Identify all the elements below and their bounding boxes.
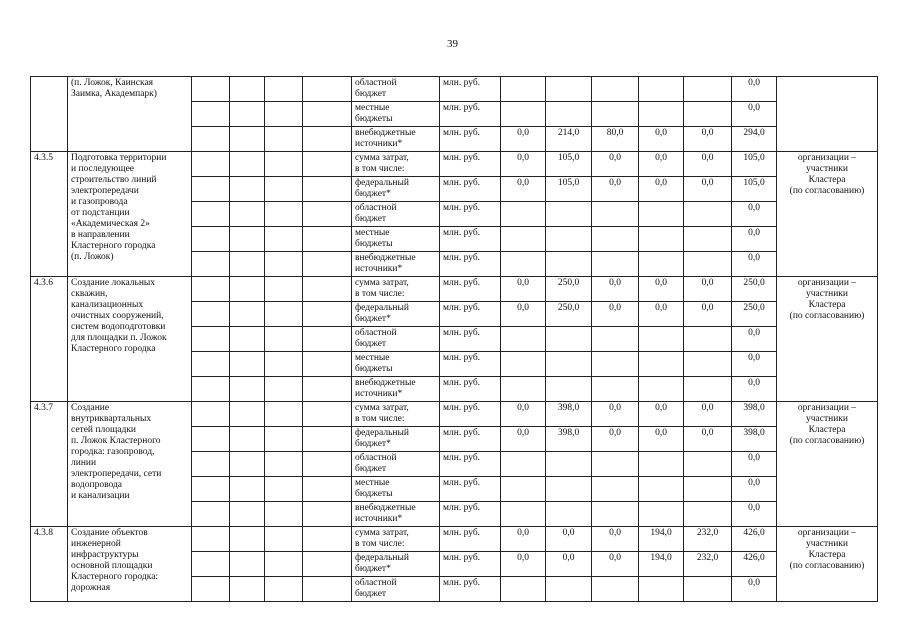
item-code bbox=[31, 77, 68, 152]
funding-source: сумма затрат, в том числе: bbox=[352, 152, 440, 177]
year-value: 0,0 bbox=[639, 402, 684, 427]
year-value bbox=[501, 577, 546, 602]
year-value bbox=[639, 327, 684, 352]
total-value: 398,0 bbox=[732, 402, 777, 427]
year-value bbox=[592, 377, 639, 402]
year-value: 0,0 bbox=[684, 427, 732, 452]
year-value: 0,0 bbox=[639, 427, 684, 452]
total-value: 0,0 bbox=[732, 502, 777, 527]
empty-cell bbox=[265, 552, 303, 577]
year-value: 0,0 bbox=[684, 152, 732, 177]
table-row bbox=[31, 402, 878, 427]
empty-cell bbox=[230, 252, 265, 277]
year-value bbox=[501, 452, 546, 477]
table-row bbox=[31, 277, 878, 302]
total-value: 398,0 bbox=[732, 427, 777, 452]
page-number: 39 bbox=[447, 38, 458, 50]
year-value bbox=[639, 227, 684, 252]
year-value: 0,0 bbox=[639, 152, 684, 177]
unit: млн. руб. bbox=[440, 102, 501, 127]
year-value: 250,0 bbox=[546, 277, 592, 302]
total-value: 0,0 bbox=[732, 377, 777, 402]
unit: млн. руб. bbox=[440, 452, 501, 477]
year-value bbox=[684, 352, 732, 377]
year-value bbox=[639, 577, 684, 602]
empty-cell bbox=[192, 452, 230, 477]
year-value bbox=[684, 477, 732, 502]
year-value bbox=[592, 352, 639, 377]
year-value bbox=[501, 252, 546, 277]
year-value bbox=[501, 77, 546, 102]
empty-cell bbox=[192, 527, 230, 552]
year-value: 0,0 bbox=[501, 527, 546, 552]
unit: млн. руб. bbox=[440, 477, 501, 502]
item-name: Подготовка территории и последующее строительство линий электропередачи и газопровода от подстанции «Академическая 2» в направлении Кластерного городка (п. Ложок) bbox=[68, 152, 192, 277]
year-value: 0,0 bbox=[684, 402, 732, 427]
empty-cell bbox=[192, 402, 230, 427]
year-value: 0,0 bbox=[639, 127, 684, 152]
year-value: 0,0 bbox=[684, 177, 732, 202]
executor: организации – участники Кластера (по согласованию) bbox=[777, 152, 878, 277]
unit: млн. руб. bbox=[440, 202, 501, 227]
year-value bbox=[592, 202, 639, 227]
total-value: 0,0 bbox=[732, 327, 777, 352]
empty-cell bbox=[230, 452, 265, 477]
empty-cell bbox=[230, 127, 265, 152]
unit: млн. руб. bbox=[440, 252, 501, 277]
empty-cell bbox=[265, 227, 303, 252]
funding-source: областной бюджет bbox=[352, 202, 440, 227]
year-value: 0,0 bbox=[501, 177, 546, 202]
year-value bbox=[501, 102, 546, 127]
item-name: Создание локальных скважин, канализационных очистных сооружений, систем водоподготовки для площадки п. Ложок Кластерного городка bbox=[68, 277, 192, 402]
year-value: 0,0 bbox=[546, 552, 592, 577]
year-value: 0,0 bbox=[592, 177, 639, 202]
empty-cell bbox=[230, 427, 265, 452]
year-value bbox=[639, 477, 684, 502]
year-value bbox=[546, 452, 592, 477]
empty-cell bbox=[303, 477, 352, 502]
empty-cell bbox=[230, 227, 265, 252]
year-value bbox=[592, 227, 639, 252]
unit: млн. руб. bbox=[440, 352, 501, 377]
year-value: 0,0 bbox=[501, 552, 546, 577]
empty-cell bbox=[303, 277, 352, 302]
year-value: 0,0 bbox=[592, 427, 639, 452]
funding-source: местные бюджеты bbox=[352, 227, 440, 252]
year-value bbox=[501, 202, 546, 227]
funding-source: федеральный бюджет* bbox=[352, 552, 440, 577]
empty-cell bbox=[230, 577, 265, 602]
year-value bbox=[639, 252, 684, 277]
empty-cell bbox=[230, 177, 265, 202]
funding-source: внебюджетные источники* bbox=[352, 252, 440, 277]
table-row bbox=[31, 152, 878, 177]
unit: млн. руб. bbox=[440, 577, 501, 602]
year-value bbox=[546, 102, 592, 127]
year-value bbox=[546, 252, 592, 277]
empty-cell bbox=[192, 502, 230, 527]
funding-source: сумма затрат, в том числе: bbox=[352, 402, 440, 427]
total-value: 0,0 bbox=[732, 577, 777, 602]
funding-source: федеральный бюджет* bbox=[352, 177, 440, 202]
empty-cell bbox=[265, 377, 303, 402]
empty-cell bbox=[192, 202, 230, 227]
empty-cell bbox=[303, 577, 352, 602]
table-row bbox=[31, 527, 878, 552]
item-name: Создание объектов инженерной инфраструктуры основной площадки Кластерного городка: дорожная bbox=[68, 527, 192, 602]
empty-cell bbox=[192, 577, 230, 602]
empty-cell bbox=[303, 452, 352, 477]
year-value bbox=[684, 452, 732, 477]
empty-cell bbox=[265, 252, 303, 277]
unit: млн. руб. bbox=[440, 527, 501, 552]
year-value bbox=[546, 477, 592, 502]
item-name: Создание внутриквартальных сетей площадки п. Ложок Кластерного городка: газопровод, линии электропередачи, сети водопровода и канализации bbox=[68, 402, 192, 527]
empty-cell bbox=[265, 152, 303, 177]
total-value: 105,0 bbox=[732, 177, 777, 202]
empty-cell bbox=[303, 427, 352, 452]
empty-cell bbox=[265, 452, 303, 477]
empty-cell bbox=[230, 352, 265, 377]
total-value: 426,0 bbox=[732, 552, 777, 577]
empty-cell bbox=[265, 102, 303, 127]
empty-cell bbox=[303, 302, 352, 327]
funding-source: областной бюджет bbox=[352, 452, 440, 477]
year-value bbox=[592, 327, 639, 352]
year-value bbox=[592, 252, 639, 277]
table-row bbox=[31, 77, 878, 102]
item-code: 4.3.6 bbox=[31, 277, 68, 402]
empty-cell bbox=[230, 552, 265, 577]
empty-cell bbox=[303, 252, 352, 277]
item-code: 4.3.5 bbox=[31, 152, 68, 277]
executor: организации – участники Кластера (по согласованию) bbox=[777, 277, 878, 402]
year-value bbox=[639, 502, 684, 527]
funding-source: сумма затрат, в том числе: bbox=[352, 277, 440, 302]
empty-cell bbox=[230, 527, 265, 552]
item-code: 4.3.8 bbox=[31, 527, 68, 602]
funding-source: местные бюджеты bbox=[352, 352, 440, 377]
empty-cell bbox=[192, 352, 230, 377]
year-value: 0,0 bbox=[684, 127, 732, 152]
year-value bbox=[546, 577, 592, 602]
unit: млн. руб. bbox=[440, 402, 501, 427]
empty-cell bbox=[192, 277, 230, 302]
funding-source: внебюджетные источники* bbox=[352, 127, 440, 152]
unit: млн. руб. bbox=[440, 552, 501, 577]
year-value bbox=[639, 202, 684, 227]
year-value bbox=[501, 377, 546, 402]
year-value: 0,0 bbox=[501, 302, 546, 327]
year-value bbox=[684, 252, 732, 277]
empty-cell bbox=[192, 77, 230, 102]
year-value: 105,0 bbox=[546, 152, 592, 177]
year-value: 0,0 bbox=[592, 277, 639, 302]
year-value bbox=[684, 77, 732, 102]
empty-cell bbox=[192, 552, 230, 577]
year-value bbox=[639, 452, 684, 477]
total-value: 250,0 bbox=[732, 302, 777, 327]
year-value bbox=[639, 102, 684, 127]
empty-cell bbox=[265, 352, 303, 377]
unit: млн. руб. bbox=[440, 327, 501, 352]
funding-source: местные бюджеты bbox=[352, 477, 440, 502]
total-value: 0,0 bbox=[732, 477, 777, 502]
year-value bbox=[592, 452, 639, 477]
year-value: 0,0 bbox=[639, 277, 684, 302]
unit: млн. руб. bbox=[440, 152, 501, 177]
unit: млн. руб. bbox=[440, 177, 501, 202]
funding-source: федеральный бюджет* bbox=[352, 302, 440, 327]
funding-source: внебюджетные источники* bbox=[352, 377, 440, 402]
year-value bbox=[501, 327, 546, 352]
empty-cell bbox=[192, 152, 230, 177]
empty-cell bbox=[265, 277, 303, 302]
funding-source: областной бюджет bbox=[352, 577, 440, 602]
empty-cell bbox=[230, 277, 265, 302]
empty-cell bbox=[265, 527, 303, 552]
empty-cell bbox=[303, 327, 352, 352]
year-value: 0,0 bbox=[592, 552, 639, 577]
item-name: (п. Ложок, Каинская Заимка, Академпарк) bbox=[68, 77, 192, 152]
total-value: 0,0 bbox=[732, 202, 777, 227]
year-value bbox=[684, 102, 732, 127]
year-value: 232,0 bbox=[684, 527, 732, 552]
empty-cell bbox=[303, 102, 352, 127]
year-value bbox=[592, 102, 639, 127]
year-value bbox=[501, 502, 546, 527]
year-value bbox=[546, 202, 592, 227]
unit: млн. руб. bbox=[440, 427, 501, 452]
empty-cell bbox=[192, 327, 230, 352]
total-value: 294,0 bbox=[732, 127, 777, 152]
funding-source: областной бюджет bbox=[352, 327, 440, 352]
total-value: 0,0 bbox=[732, 102, 777, 127]
year-value: 232,0 bbox=[684, 552, 732, 577]
year-value: 0,0 bbox=[684, 277, 732, 302]
year-value: 0,0 bbox=[592, 527, 639, 552]
empty-cell bbox=[230, 402, 265, 427]
item-code: 4.3.7 bbox=[31, 402, 68, 527]
empty-cell bbox=[230, 77, 265, 102]
empty-cell bbox=[303, 377, 352, 402]
funding-source: областной бюджет bbox=[352, 77, 440, 102]
total-value: 0,0 bbox=[732, 352, 777, 377]
year-value: 0,0 bbox=[639, 302, 684, 327]
year-value bbox=[592, 477, 639, 502]
year-value bbox=[501, 227, 546, 252]
empty-cell bbox=[230, 202, 265, 227]
empty-cell bbox=[192, 177, 230, 202]
year-value: 250,0 bbox=[546, 302, 592, 327]
unit: млн. руб. bbox=[440, 302, 501, 327]
year-value bbox=[546, 77, 592, 102]
empty-cell bbox=[265, 577, 303, 602]
year-value: 0,0 bbox=[592, 302, 639, 327]
empty-cell bbox=[265, 327, 303, 352]
funding-source: внебюджетные источники* bbox=[352, 502, 440, 527]
empty-cell bbox=[192, 252, 230, 277]
year-value bbox=[546, 377, 592, 402]
empty-cell bbox=[265, 77, 303, 102]
funding-source: сумма затрат, в том числе: bbox=[352, 527, 440, 552]
empty-cell bbox=[230, 377, 265, 402]
year-value: 194,0 bbox=[639, 552, 684, 577]
unit: млн. руб. bbox=[440, 227, 501, 252]
funding-source: федеральный бюджет* bbox=[352, 427, 440, 452]
empty-cell bbox=[265, 427, 303, 452]
year-value bbox=[546, 352, 592, 377]
year-value bbox=[639, 377, 684, 402]
empty-cell bbox=[230, 302, 265, 327]
total-value: 0,0 bbox=[732, 227, 777, 252]
table-body bbox=[31, 77, 878, 602]
empty-cell bbox=[303, 152, 352, 177]
year-value bbox=[546, 227, 592, 252]
year-value: 0,0 bbox=[501, 152, 546, 177]
year-value bbox=[501, 352, 546, 377]
year-value bbox=[684, 327, 732, 352]
year-value bbox=[639, 352, 684, 377]
empty-cell bbox=[303, 177, 352, 202]
total-value: 0,0 bbox=[732, 77, 777, 102]
total-value: 105,0 bbox=[732, 152, 777, 177]
empty-cell bbox=[265, 502, 303, 527]
executor: организации – участники Кластера (по согласованию) bbox=[777, 402, 878, 527]
year-value: 214,0 bbox=[546, 127, 592, 152]
year-value: 0,0 bbox=[501, 427, 546, 452]
empty-cell bbox=[303, 77, 352, 102]
year-value: 398,0 bbox=[546, 402, 592, 427]
empty-cell bbox=[303, 227, 352, 252]
total-value: 426,0 bbox=[732, 527, 777, 552]
executor bbox=[777, 77, 878, 152]
empty-cell bbox=[303, 352, 352, 377]
empty-cell bbox=[192, 427, 230, 452]
year-value: 80,0 bbox=[592, 127, 639, 152]
year-value bbox=[684, 377, 732, 402]
unit: млн. руб. bbox=[440, 502, 501, 527]
year-value: 0,0 bbox=[501, 402, 546, 427]
year-value: 105,0 bbox=[546, 177, 592, 202]
empty-cell bbox=[230, 327, 265, 352]
year-value bbox=[684, 202, 732, 227]
empty-cell bbox=[192, 377, 230, 402]
budget-table bbox=[30, 76, 878, 602]
empty-cell bbox=[303, 502, 352, 527]
empty-cell bbox=[192, 102, 230, 127]
year-value bbox=[592, 502, 639, 527]
empty-cell bbox=[303, 552, 352, 577]
empty-cell bbox=[230, 102, 265, 127]
empty-cell bbox=[265, 177, 303, 202]
executor: организации – участники Кластера (по согласованию) bbox=[777, 527, 878, 602]
empty-cell bbox=[265, 202, 303, 227]
year-value: 0,0 bbox=[546, 527, 592, 552]
funding-source: местные бюджеты bbox=[352, 102, 440, 127]
empty-cell bbox=[303, 202, 352, 227]
unit: млн. руб. bbox=[440, 277, 501, 302]
empty-cell bbox=[230, 477, 265, 502]
year-value: 0,0 bbox=[501, 127, 546, 152]
year-value: 0,0 bbox=[684, 302, 732, 327]
total-value: 0,0 bbox=[732, 452, 777, 477]
year-value bbox=[501, 477, 546, 502]
year-value bbox=[639, 77, 684, 102]
empty-cell bbox=[265, 302, 303, 327]
year-value: 194,0 bbox=[639, 527, 684, 552]
empty-cell bbox=[192, 127, 230, 152]
unit: млн. руб. bbox=[440, 77, 501, 102]
total-value: 250,0 bbox=[732, 277, 777, 302]
empty-cell bbox=[192, 227, 230, 252]
empty-cell bbox=[230, 152, 265, 177]
year-value bbox=[546, 502, 592, 527]
empty-cell bbox=[265, 477, 303, 502]
year-value bbox=[684, 577, 732, 602]
year-value: 0,0 bbox=[639, 177, 684, 202]
year-value bbox=[592, 577, 639, 602]
year-value: 0,0 bbox=[592, 152, 639, 177]
empty-cell bbox=[303, 127, 352, 152]
year-value bbox=[684, 502, 732, 527]
empty-cell bbox=[230, 502, 265, 527]
total-value: 0,0 bbox=[732, 252, 777, 277]
year-value: 398,0 bbox=[546, 427, 592, 452]
empty-cell bbox=[303, 402, 352, 427]
empty-cell bbox=[192, 302, 230, 327]
year-value: 0,0 bbox=[501, 277, 546, 302]
empty-cell bbox=[303, 527, 352, 552]
year-value bbox=[592, 77, 639, 102]
year-value: 0,0 bbox=[592, 402, 639, 427]
year-value bbox=[546, 327, 592, 352]
unit: млн. руб. bbox=[440, 127, 501, 152]
unit: млн. руб. bbox=[440, 377, 501, 402]
empty-cell bbox=[265, 402, 303, 427]
empty-cell bbox=[192, 477, 230, 502]
year-value bbox=[684, 227, 732, 252]
empty-cell bbox=[265, 127, 303, 152]
